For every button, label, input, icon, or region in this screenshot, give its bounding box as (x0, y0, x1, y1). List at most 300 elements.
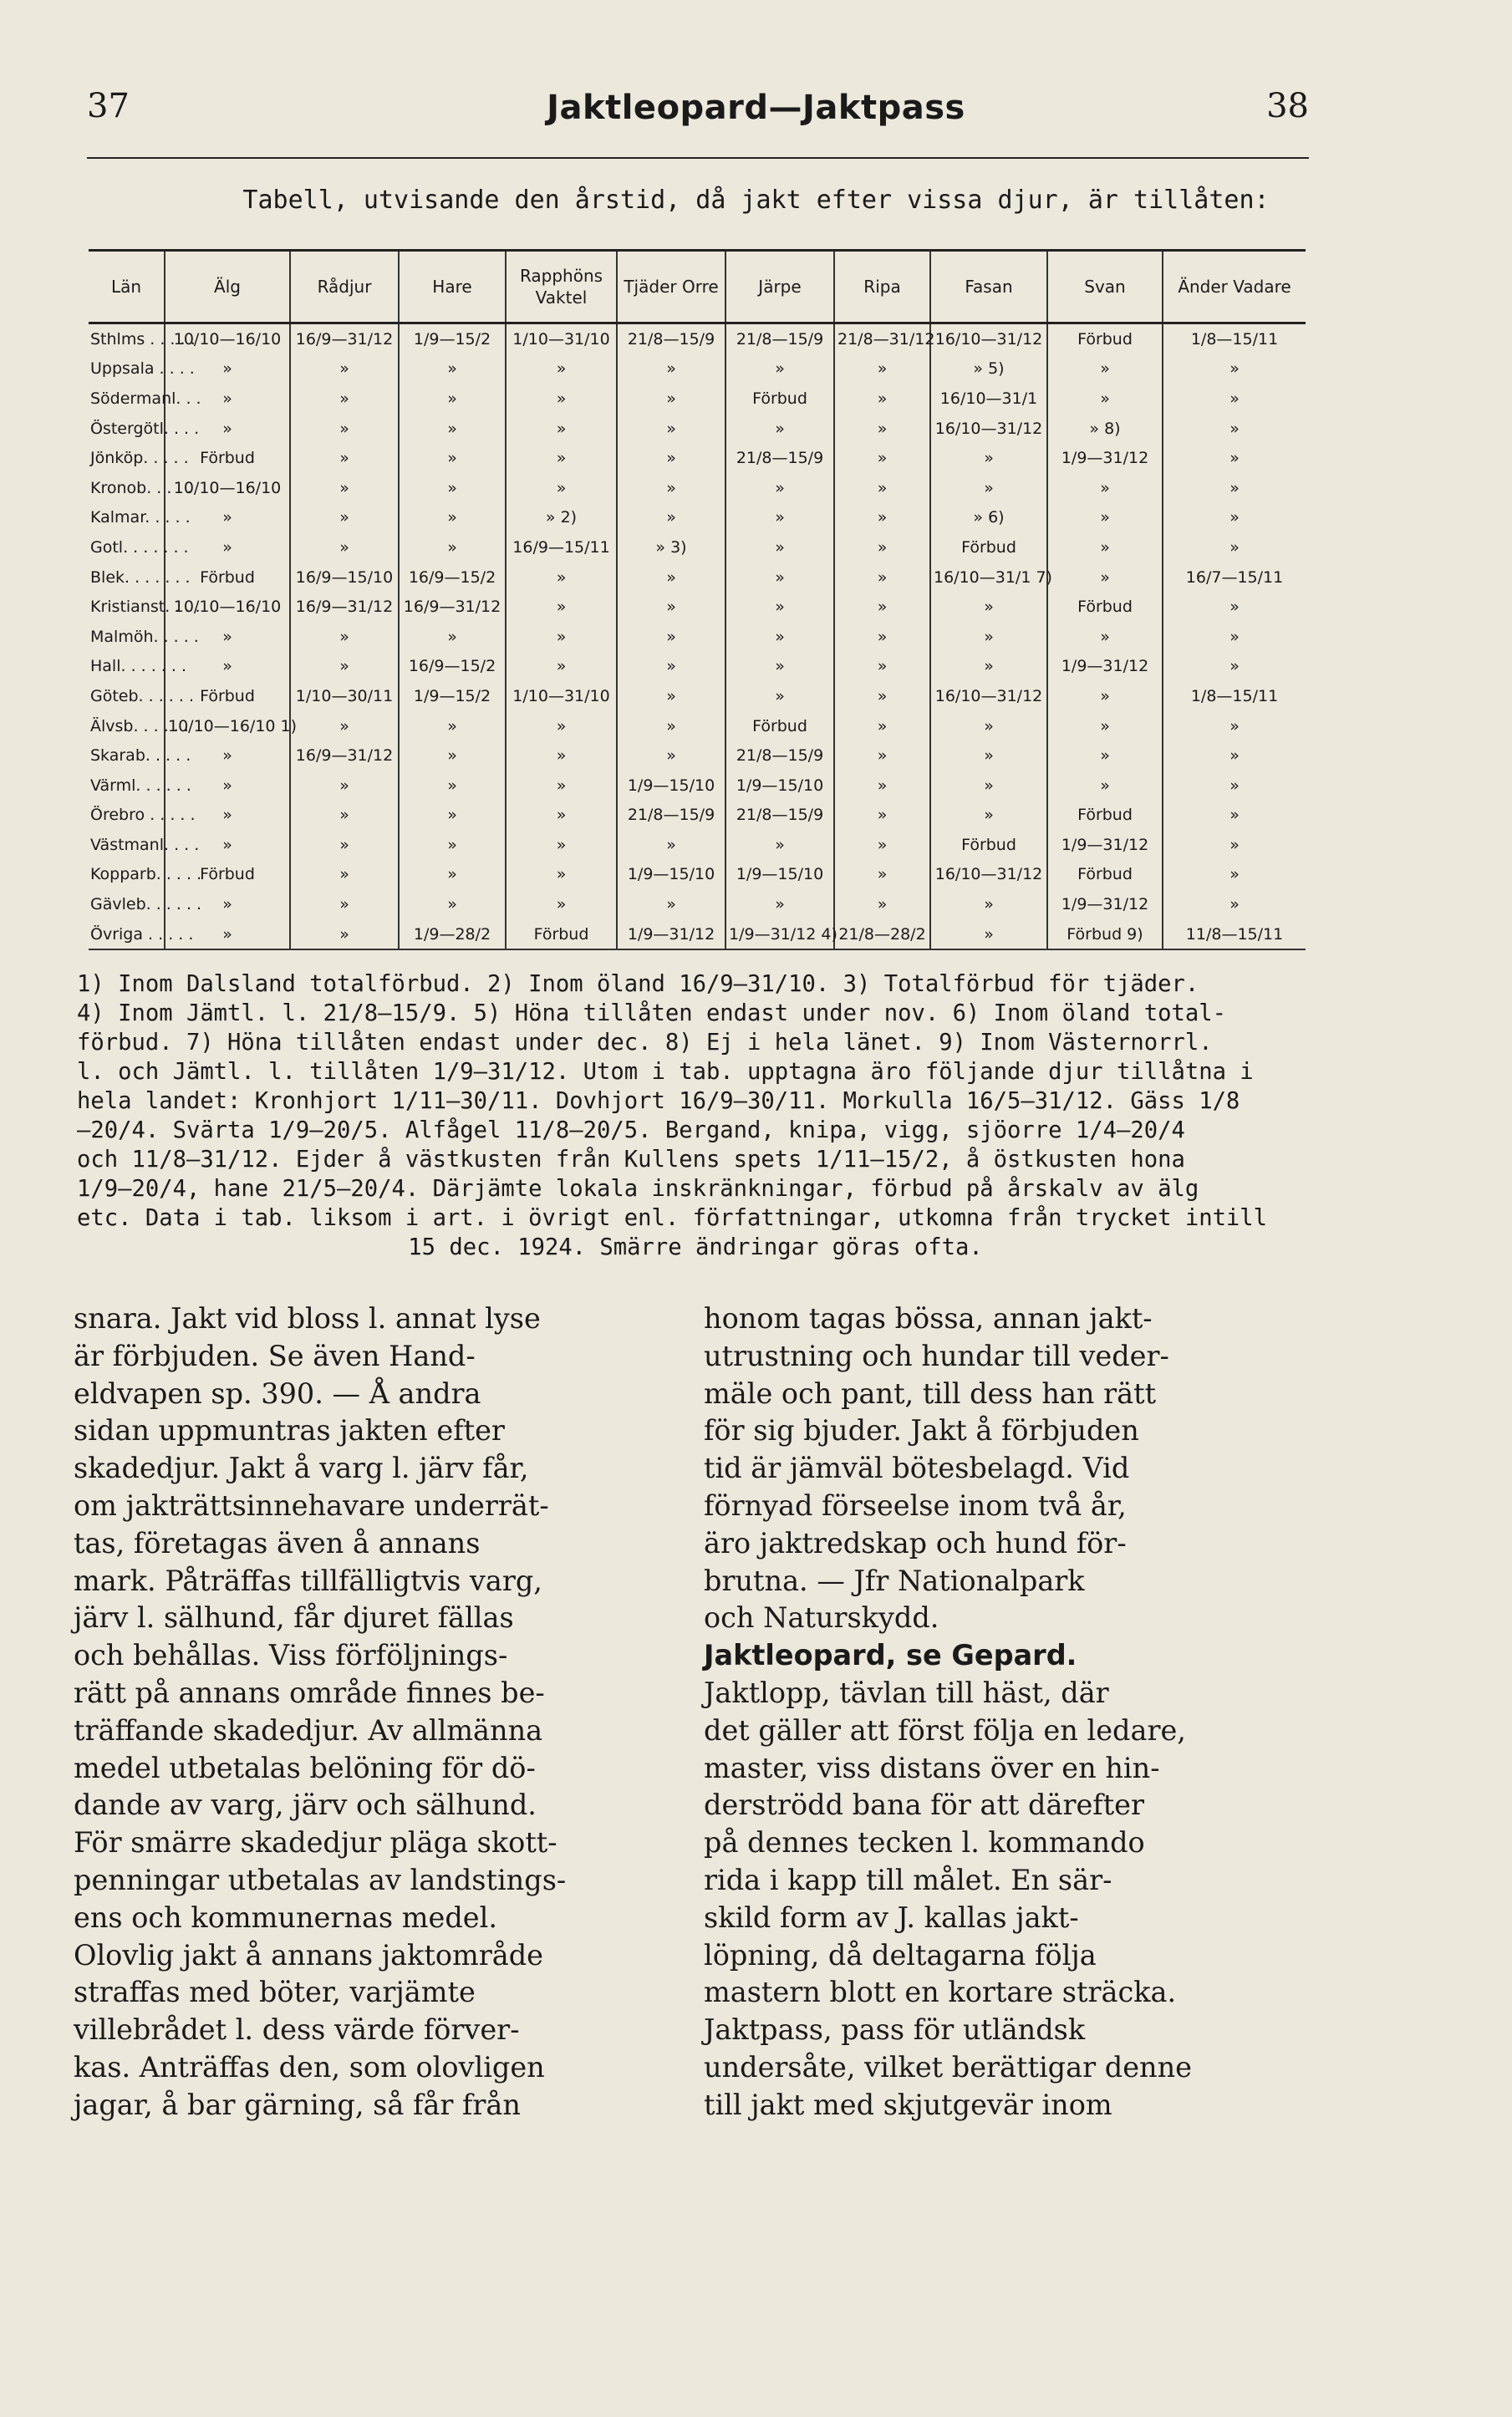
table-header-row (89, 251, 1306, 323)
season-cell: » (165, 532, 290, 562)
season-cell: » (930, 889, 1047, 919)
page-number-left: 37 (87, 87, 130, 125)
table-row (89, 562, 1306, 593)
season-cell: » (1163, 652, 1306, 682)
season-cell: » 8) (1047, 414, 1163, 444)
season-cell: » (617, 592, 725, 622)
season-cell: » (930, 622, 1047, 652)
column-header: Järpe (725, 251, 834, 323)
text-line: Jaktpass, pass för utländsk (704, 2013, 1086, 2047)
season-cell: 1/10—31/10 (506, 681, 617, 711)
season-cell: » (399, 473, 506, 503)
season-cell: » (834, 740, 930, 771)
season-cell: 21/8—15/9 (725, 801, 834, 831)
text-line: mastern blott en kortare sträcka. (704, 1976, 1177, 2009)
column-header: Svan (1047, 251, 1163, 323)
season-cell: » (617, 830, 725, 860)
season-cell: » (165, 384, 290, 414)
season-cell: 16/10—31/1 (930, 384, 1047, 414)
season-cell: Förbud (165, 443, 290, 473)
season-cell: 1/9—15/10 (617, 771, 725, 801)
page-number-right: 38 (1266, 87, 1309, 125)
body-column-left (74, 1300, 659, 2124)
season-cell: » (725, 532, 834, 562)
text-line: snara. Jakt vid bloss l. annat lyse (74, 1302, 541, 1335)
season-cell: » (290, 384, 399, 414)
running-head: Jaktleopard—Jaktpass (547, 89, 965, 127)
season-cell: » (834, 860, 930, 890)
season-cell: 1/9—31/12 (1047, 889, 1163, 919)
season-cell: 1/9—15/2 (399, 323, 506, 354)
season-cell: 10/10—16/10 (165, 592, 290, 622)
footnote-line: och 11/8—31/12. Ejder å västkusten från Kullens spets 1/11—15/2, å östkusten hona (77, 1147, 1185, 1173)
text-line: dande av varg, järv och sälhund. (74, 1789, 537, 1822)
season-cell: » (725, 473, 834, 503)
season-cell: » (834, 503, 930, 533)
season-cell: » (506, 889, 617, 919)
season-cell: » (725, 652, 834, 682)
county-cell: Västmanl. . . . (90, 835, 200, 854)
text-line: tas, företagas även å annans (74, 1526, 481, 1560)
season-cell: » (725, 354, 834, 384)
season-cell: » (1163, 801, 1306, 831)
county-cell: Hall. . . . . . . (90, 657, 187, 676)
season-cell: » (506, 652, 617, 682)
season-cell: Förbud (930, 532, 1047, 562)
season-cell: » (399, 503, 506, 533)
text-line: rida i kapp till målet. En sär- (704, 1863, 1112, 1896)
column-header: Rapphöns Vaktel (506, 251, 617, 323)
season-cell: » (617, 354, 725, 384)
text-line: och Naturskydd. (704, 1601, 939, 1635)
season-cell: 21/8—15/9 (725, 323, 834, 354)
season-cell: » (725, 592, 834, 622)
season-cell: » (506, 443, 617, 473)
season-cell: » (1163, 771, 1306, 801)
season-cell: » (1047, 771, 1163, 801)
season-cell: » (617, 384, 725, 414)
table-row (89, 711, 1306, 741)
season-cell: 16/9—15/10 (290, 562, 399, 593)
season-cell: » (290, 414, 399, 444)
season-cell: 21/8—15/9 (725, 740, 834, 771)
text-line: Jaktlopp, tävlan till häst, där (704, 1676, 1109, 1709)
season-cell: » (506, 830, 617, 860)
season-cell: » (1163, 830, 1306, 860)
season-cell: » (617, 414, 725, 444)
season-cell: Förbud (725, 711, 834, 741)
season-cell: » (725, 622, 834, 652)
season-cell: » (506, 473, 617, 503)
season-table (89, 249, 1306, 950)
season-cell: » (930, 652, 1047, 682)
county-cell: Sthlms . . . . . (90, 329, 196, 349)
text-line: honom tagas bössa, annan jakt- (704, 1302, 1153, 1335)
season-cell: » (290, 711, 399, 741)
column-header: Ripa (834, 251, 930, 323)
text-line: jagar, å bar gärning, så får från (74, 2088, 521, 2121)
season-cell: 16/9—31/12 (290, 740, 399, 771)
season-cell: » (506, 740, 617, 771)
season-cell: » (165, 414, 290, 444)
header-rule (87, 157, 1309, 159)
season-cell: 1/8—15/11 (1163, 323, 1306, 354)
table-row (89, 384, 1306, 414)
season-cell: » (290, 771, 399, 801)
season-cell: » (506, 711, 617, 741)
county-cell: Värml. . . . . . (90, 776, 191, 795)
season-cell: » (834, 443, 930, 473)
footnotes (77, 969, 1314, 1262)
season-cell: » (834, 681, 930, 711)
text-line: träffande skadedjur. Av allmänna (74, 1713, 543, 1747)
text-line: kas. Anträffas den, som olovligen (74, 2050, 545, 2084)
season-cell: » (834, 652, 930, 682)
county-cell: Malmöh. . . . . (90, 627, 199, 646)
county-cell: Örebro . . . . . (90, 806, 196, 825)
season-cell: » (399, 532, 506, 562)
entry-headword-line: Jaktleopard, se Gepard. (704, 1639, 1077, 1672)
footnote-line: etc. Data i tab. liksom i art. i övrigt enl. författningar, utkomna från trycket intill (77, 1205, 1268, 1231)
footnote-line: 1/9—20/4, hane 21/5—20/4. Därjämte lokala inskränkningar, förbud på årskalv av älg (77, 1176, 1199, 1202)
season-cell: 1/10—31/10 (506, 323, 617, 354)
season-cell: » (290, 919, 399, 950)
season-cell: » (290, 503, 399, 533)
season-cell: » 5) (930, 354, 1047, 384)
season-cell: » (617, 711, 725, 741)
season-cell: » (1163, 711, 1306, 741)
season-cell: » (1047, 532, 1163, 562)
table-row (89, 414, 1306, 444)
season-cell: » (290, 354, 399, 384)
season-cell: » (165, 503, 290, 533)
season-cell: » (617, 503, 725, 533)
season-cell: » (930, 740, 1047, 771)
county-cell: Göteb. . . . . . (90, 686, 194, 705)
season-cell: » (930, 919, 1047, 950)
season-cell: » (1163, 354, 1306, 384)
season-cell: » 3) (617, 532, 725, 562)
table-row (89, 473, 1306, 503)
county-cell: Kopparb. . . . . (90, 865, 202, 884)
season-cell: » (399, 443, 506, 473)
footnote-line: 15 dec. 1924. Smärre ändringar göras ofta. (408, 1234, 983, 1260)
text-line: master, viss distans över en hin- (704, 1751, 1160, 1784)
season-cell: 21/8—28/2 (834, 919, 930, 950)
text-line: sidan uppmuntras jakten efter (74, 1414, 505, 1448)
county-cell: Jönköp. . . . . (90, 449, 189, 468)
season-cell: » (617, 652, 725, 682)
season-cell: » (1047, 562, 1163, 593)
season-cell: » (290, 860, 399, 890)
table-row (89, 830, 1306, 860)
season-cell: » (617, 443, 725, 473)
text-line: skadedjur. Jakt å varg l. järv får, (74, 1452, 529, 1485)
county-cell: Gävleb. . . . . . (90, 895, 202, 914)
season-cell: 1/9—28/2 (399, 919, 506, 950)
season-cell: 1/9—15/2 (399, 681, 506, 711)
season-cell: 16/10—31/1 7) (930, 562, 1047, 593)
text-line: är förbjuden. Se även Hand- (74, 1339, 476, 1372)
season-cell: » (506, 801, 617, 831)
season-cell: » (399, 354, 506, 384)
season-cell: » (399, 711, 506, 741)
season-cell: » (725, 503, 834, 533)
season-cell: » (1163, 443, 1306, 473)
season-cell: » (506, 414, 617, 444)
column-header: Hare (399, 251, 506, 323)
season-cell: 16/10—31/12 (930, 414, 1047, 444)
season-cell: » (834, 801, 930, 831)
season-cell: 1/10—30/11 (290, 681, 399, 711)
season-cell: » (165, 919, 290, 950)
county-cell: Kristianst. . . . (90, 598, 201, 617)
table-body (89, 323, 1306, 950)
season-cell: 16/9—15/2 (399, 652, 506, 682)
season-cell: Förbud (930, 830, 1047, 860)
season-cell: » (725, 681, 834, 711)
season-cell: » (290, 889, 399, 919)
hunting-season-table (89, 249, 1306, 950)
season-cell: » (165, 801, 290, 831)
column-header: Tjäder Orre (617, 251, 725, 323)
season-cell: » (1163, 532, 1306, 562)
season-cell: » (165, 889, 290, 919)
season-cell: » (617, 889, 725, 919)
text-line: villebrådet l. dess värde förver- (74, 2013, 520, 2047)
footnote-line: 4) Inom Jämtl. l. 21/8—15/9. 5) Höna tillåten endast under nov. 6) Inom öland total- (77, 1000, 1226, 1026)
county-cell: Gotl. . . . . . . (90, 537, 189, 557)
season-cell: 16/9—31/12 (290, 592, 399, 622)
table-row (89, 592, 1306, 622)
season-cell: » 2) (506, 503, 617, 533)
table-row (89, 622, 1306, 652)
season-cell: » (399, 860, 506, 890)
season-cell: » (1047, 711, 1163, 741)
table-row (89, 681, 1306, 711)
season-cell: 16/9—15/11 (506, 532, 617, 562)
text-line: på dennes tecken l. kommando (704, 1826, 1145, 1860)
column-header: Älg (165, 251, 290, 323)
text-line: om jakträttsinnehavare underrät- (74, 1488, 549, 1522)
table-row (89, 889, 1306, 919)
table-row (89, 503, 1306, 533)
text-line: äro jaktredskap och hund för- (704, 1526, 1127, 1560)
footnote-line: l. och Jämtl. l. tillåten 1/9—31/12. Utom i tab. upptagna äro följande djur tillåtna i (77, 1059, 1254, 1085)
text-line: till jakt med skjutgevär inom (704, 2088, 1112, 2121)
text-line: undersåte, vilket berättigar denne (704, 2050, 1192, 2084)
season-cell: » (290, 443, 399, 473)
season-cell: Förbud (725, 384, 834, 414)
season-cell: » (399, 622, 506, 652)
season-cell: » (834, 532, 930, 562)
column-header: Änder Vadare (1163, 251, 1306, 323)
table-row (89, 740, 1306, 771)
season-cell: 16/9—31/12 (290, 323, 399, 354)
season-cell: 1/8—15/11 (1163, 681, 1306, 711)
season-cell: 16/7—15/11 (1163, 562, 1306, 593)
season-cell: » (290, 532, 399, 562)
season-cell: » (1163, 384, 1306, 414)
season-cell: Förbud (1047, 323, 1163, 354)
season-cell: » (1047, 503, 1163, 533)
season-cell: » (834, 711, 930, 741)
table-row (89, 801, 1306, 831)
text-line: förnyad förseelse inom två år, (704, 1488, 1127, 1522)
season-cell: » (399, 889, 506, 919)
season-cell: » (1047, 354, 1163, 384)
county-cell: Älvsb. . . . . . (90, 716, 189, 735)
season-cell: » (834, 889, 930, 919)
season-cell: 21/8—15/9 (725, 443, 834, 473)
text-line: straffas med böter, varjämte (74, 1976, 476, 2009)
season-cell: » 6) (930, 503, 1047, 533)
season-cell: » (834, 384, 930, 414)
season-cell: » (834, 354, 930, 384)
season-cell: » (834, 622, 930, 652)
season-cell: 1/9—15/10 (725, 771, 834, 801)
season-cell: » (506, 592, 617, 622)
season-cell: » (399, 830, 506, 860)
county-cell: Skarab. . . . . (90, 746, 191, 766)
season-cell: » (834, 473, 930, 503)
season-cell: » (1163, 592, 1306, 622)
season-cell: » (725, 414, 834, 444)
season-cell: » (399, 414, 506, 444)
season-cell: » (165, 830, 290, 860)
season-cell: 1/9—31/12 4) (725, 919, 834, 950)
text-line: tid är jämväl bötesbelagd. Vid (704, 1452, 1130, 1485)
season-cell: » (725, 562, 834, 593)
county-cell: Övriga . . . . . (89, 919, 165, 950)
season-cell: » (617, 681, 725, 711)
season-cell: » (1163, 414, 1306, 444)
column-header: Fasan (930, 251, 1047, 323)
season-cell: » (506, 860, 617, 890)
season-cell: » (1163, 473, 1306, 503)
table-row (89, 652, 1306, 682)
season-cell: 10/10—16/10 1) (165, 711, 290, 741)
season-cell: » (1047, 740, 1163, 771)
season-cell: » (930, 473, 1047, 503)
season-cell: » (290, 622, 399, 652)
season-cell: » (930, 771, 1047, 801)
season-cell: » (930, 711, 1047, 741)
table-row (89, 354, 1306, 384)
season-cell: » (930, 592, 1047, 622)
season-cell: » (165, 771, 290, 801)
season-cell: » (725, 830, 834, 860)
season-cell: » (506, 771, 617, 801)
season-cell: 1/9—31/12 (617, 919, 725, 950)
season-cell: » (834, 562, 930, 593)
season-cell: » (617, 740, 725, 771)
season-cell: » (399, 801, 506, 831)
season-cell: » (834, 592, 930, 622)
season-cell: » (399, 384, 506, 414)
season-cell: 16/10—31/12 (930, 860, 1047, 890)
season-cell: » (725, 889, 834, 919)
season-cell: » (506, 384, 617, 414)
season-cell: » (834, 414, 930, 444)
season-cell: 16/10—31/12 (930, 323, 1047, 354)
season-cell: 16/9—15/2 (399, 562, 506, 593)
season-cell: » (506, 562, 617, 593)
table-row (89, 443, 1306, 473)
text-line: eldvapen sp. 390. — Å andra (74, 1376, 481, 1410)
text-line: För smärre skadedjur pläga skott- (74, 1826, 557, 1860)
season-cell: 1/9—15/10 (725, 860, 834, 890)
season-cell: 21/8—31/12 (834, 323, 930, 354)
season-cell: Förbud (165, 860, 290, 890)
season-cell: Förbud 9) (1047, 919, 1163, 950)
season-cell: » (1163, 740, 1306, 771)
season-cell: » (165, 622, 290, 652)
table-row (89, 532, 1306, 562)
text-line: derströdd bana för att därefter (704, 1789, 1145, 1822)
season-cell: » (617, 562, 725, 593)
text-line: skild form av J. kallas jakt- (704, 1901, 1079, 1934)
season-cell: » (399, 740, 506, 771)
county-cell: Blek. . . . . . . (90, 567, 191, 587)
season-cell: » (1047, 384, 1163, 414)
season-cell: » (1047, 622, 1163, 652)
text-line: penningar utbetalas av landstings- (74, 1863, 567, 1896)
season-cell: » (399, 771, 506, 801)
season-cell: 1/9—31/12 (1047, 443, 1163, 473)
season-cell: Förbud (165, 562, 290, 593)
season-cell: » (165, 354, 290, 384)
season-cell: Förbud (506, 919, 617, 950)
county-cell: Kronob. . . . . (90, 478, 192, 497)
season-cell: » (834, 771, 930, 801)
season-cell: 10/10—16/10 (165, 473, 290, 503)
season-cell: » (506, 622, 617, 652)
season-cell: » (1163, 503, 1306, 533)
season-cell: 21/8—15/9 (617, 801, 725, 831)
season-cell: » (165, 652, 290, 682)
table-row (89, 860, 1306, 890)
season-cell: » (1163, 622, 1306, 652)
text-line: rätt på annans område finnes be- (74, 1676, 545, 1709)
footnote-line: förbud. 7) Höna tillåten endast under dec. 8) Ej i hela länet. 9) Inom Västernorrl. (77, 1030, 1213, 1056)
text-line: för sig bjuder. Jakt å förbjuden (704, 1414, 1139, 1448)
text-line: mäle och pant, till dess han rätt (704, 1376, 1157, 1410)
county-cell: Uppsala . . . . (90, 359, 195, 379)
season-cell: Förbud (165, 681, 290, 711)
season-cell: » (290, 652, 399, 682)
county-cell: Södermanl. . . (90, 389, 201, 408)
season-cell: 1/9—15/10 (617, 860, 725, 890)
season-cell: 10/10—16/10 (165, 323, 290, 354)
text-line: utrustning och hundar till veder- (704, 1339, 1169, 1372)
season-cell: » (617, 473, 725, 503)
county-cell: Kalmar. . . . . (90, 508, 191, 527)
text-line: ens och kommunernas medel. (74, 1901, 497, 1934)
season-cell: 16/9—31/12 (399, 592, 506, 622)
season-cell: Förbud (1047, 592, 1163, 622)
column-header: Rådjur (290, 251, 399, 323)
season-cell: » (1047, 473, 1163, 503)
season-cell: » (290, 473, 399, 503)
text-line: det gäller att först följa en ledare, (704, 1713, 1186, 1747)
column-header: Län (89, 251, 165, 323)
table-row (89, 919, 1306, 950)
season-cell: » (930, 443, 1047, 473)
footnote-line: 1) Inom Dalsland totalförbud. 2) Inom öland 16/9—31/10. 3) Totalförbud för tjäder. (77, 971, 1199, 997)
season-cell: » (1163, 860, 1306, 890)
season-cell: 1/9—31/12 (1047, 652, 1163, 682)
